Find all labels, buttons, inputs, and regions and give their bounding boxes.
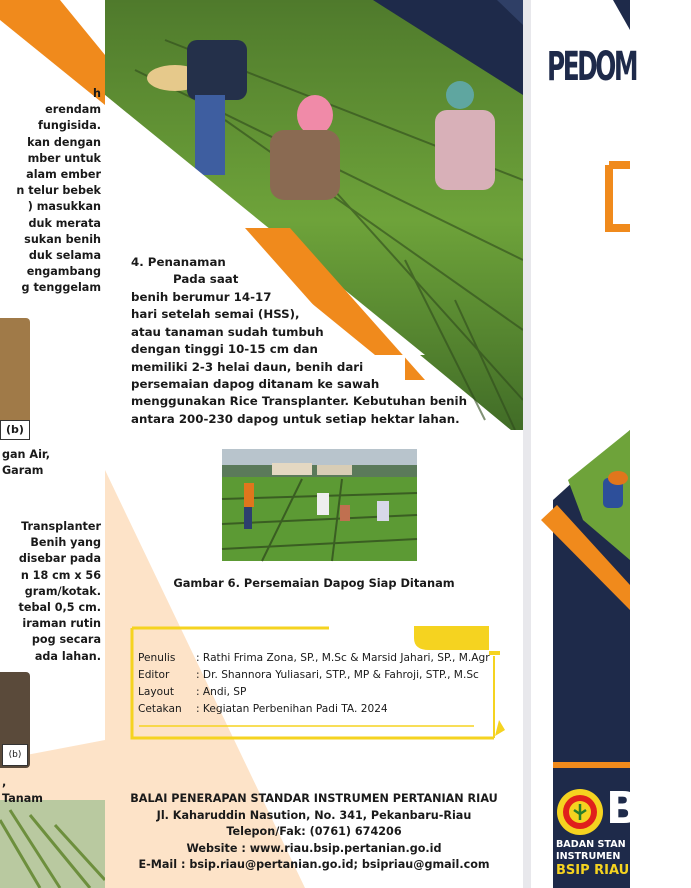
body-line: atau tanaman sudah tumbuh	[131, 324, 324, 339]
body-line: antara 200-230 dapog untuk setiap hektar lahan.	[131, 411, 460, 426]
figure6-photo	[222, 449, 417, 561]
credit-value: : Kegiatan Perbenihan Padi TA. 2024	[196, 703, 388, 715]
footer-address: Jl. Kaharuddin Nasution, No. 341, Pekanbaru-Riau	[156, 808, 472, 822]
text-line: fungisida.	[38, 119, 101, 133]
credit-label: Layout	[138, 686, 175, 698]
org-line: INSTRUMEN	[556, 851, 621, 862]
image-label: (b)	[0, 420, 30, 440]
right-decor	[523, 0, 630, 888]
caption-line: Tanam	[2, 792, 43, 805]
footer-phone: Telepon/Fak: (0761) 674206	[226, 825, 402, 838]
text-line: engambang	[26, 265, 101, 279]
body-line: benih berumur 14-17	[131, 290, 272, 304]
left-caption-1	[2, 447, 50, 479]
credit-value: : Rathi Frima Zona, SP., M.Sc & Marsid Jahari, SP., M.Agr	[196, 652, 490, 664]
footer-website: Website : www.riau.bsip.pertanian.go.id	[186, 841, 442, 855]
right-org	[556, 839, 629, 879]
text-line: alam ember	[26, 168, 101, 182]
body-line: menggunakan Rice Transplanter. Kebutuhan benih	[131, 394, 468, 409]
text-line: tebal 0,5 cm.	[18, 601, 101, 615]
org-line: BSIP RIAU	[556, 863, 630, 878]
image-label: (b)	[2, 744, 28, 766]
bsip-logo-icon	[556, 788, 604, 836]
body-line: hari setelah semai (HSS),	[131, 307, 300, 322]
text-line: h	[93, 87, 101, 100]
left-body-2	[19, 519, 101, 665]
text-line: erendam	[45, 103, 101, 117]
middle-decor	[105, 0, 523, 888]
section4-body	[131, 289, 467, 427]
credit-value: : Andi, SP	[196, 686, 247, 698]
credits-list	[138, 652, 498, 722]
text-line: kan dengan	[27, 135, 101, 149]
body-line: persemaian dapog ditanam ke sawah	[131, 377, 380, 392]
credit-label: Cetakan	[138, 703, 182, 715]
footer-org: BALAI PENERAPAN STANDAR INSTRUMEN PERTANIAN RIAU	[130, 792, 498, 805]
caption-line: ,	[2, 776, 7, 789]
body-line: dengan tinggi 10-15 cm dan	[131, 342, 318, 357]
text-line: Benih yang	[30, 536, 101, 550]
figure6-caption-wrap	[105, 572, 523, 591]
text-line: sukan benih	[24, 232, 101, 246]
figure-caption: Gambar 6. Persemaian Dapog Siap Ditanam	[173, 576, 455, 590]
text-line: duk merata	[28, 216, 101, 230]
text-line: n 18 cm x 56	[20, 568, 101, 582]
left-top-text	[16, 86, 101, 297]
section4-line-1	[173, 271, 238, 287]
credit-label: Editor	[138, 669, 170, 681]
cover-title: PEDOM	[547, 44, 637, 90]
logo-letter: B	[606, 783, 640, 834]
right-panel	[523, 0, 640, 888]
left-caption-2	[2, 775, 43, 807]
section-heading: 4. Penanaman	[131, 255, 226, 269]
text-line: duk selama	[28, 249, 101, 263]
body-line: memiliki 2-3 helai daun, benih dari	[131, 359, 364, 374]
body-line: Pada saat	[173, 272, 239, 286]
text-line: iraman rutin	[22, 617, 101, 631]
text-line: mber untuk	[27, 151, 101, 165]
footer	[105, 791, 523, 874]
caption-line: Garam	[2, 464, 44, 477]
text-line: ada lahan.	[34, 649, 101, 663]
text-line: pog secara	[31, 633, 101, 647]
section4-heading	[131, 254, 226, 270]
text-line: Transplanter	[21, 520, 101, 533]
text-line: disebar pada	[18, 552, 101, 566]
caption-line: gan Air,	[2, 448, 51, 461]
title-wrap	[547, 44, 691, 90]
text-line: gram/kotak.	[24, 584, 101, 598]
text-line: ) masukkan	[27, 200, 101, 214]
footer-email: E-Mail : bsip.riau@pertanian.go.id; bsipriau@gmail.com	[138, 858, 490, 871]
text-line: n telur bebek	[16, 184, 101, 198]
org-line: BADAN STAN	[556, 839, 626, 850]
credit-row	[138, 669, 479, 681]
credit-value: : Dr. Shannora Yuliasari, STP., MP & Fahroji, STP., M.Sc	[196, 669, 479, 681]
credit-label: Penulis	[138, 652, 176, 664]
left-panel	[0, 0, 105, 888]
credit-row	[138, 703, 388, 715]
text-line: g tenggelam	[21, 281, 101, 295]
credit-row	[138, 652, 490, 664]
middle-panel	[105, 0, 523, 888]
credit-row	[138, 686, 246, 698]
